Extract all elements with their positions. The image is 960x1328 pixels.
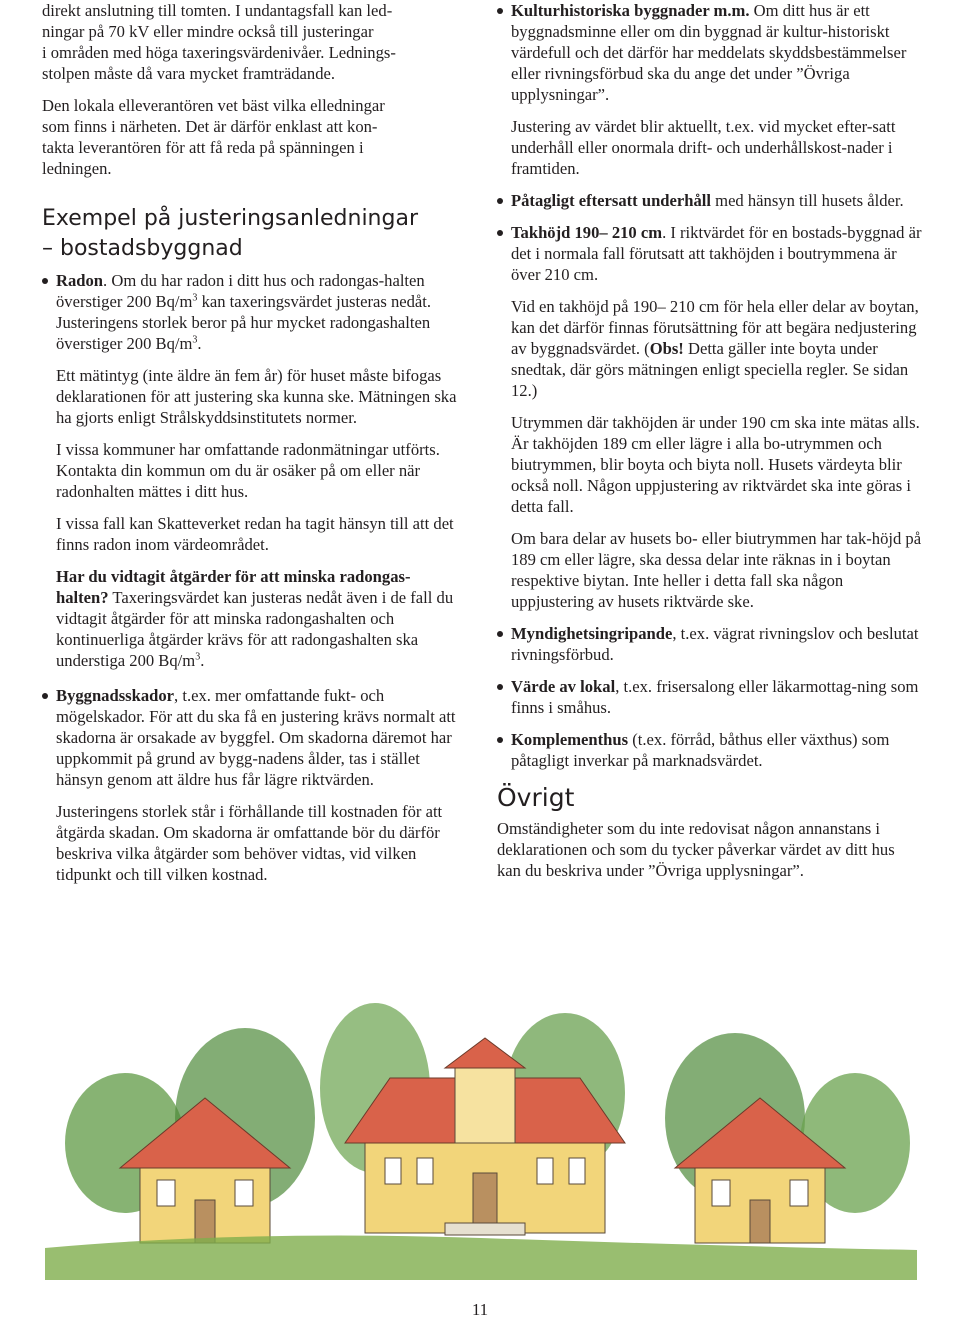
section-heading-exempel: Exempel på justeringsanledningar – bostadsbyggnad [42, 206, 418, 261]
radon-municipality-paragraph: I vissa kommuner har omfattande radonmätningar utförts. Kontakta din kommun om du är osäker på om eller när radonhalten mättes i ditt hus. [56, 440, 440, 501]
section-heading-ovrigt: Övrigt [497, 783, 575, 812]
takhojd-paragraph-3: Utrymmen där takhöjden är under 190 cm ska inte mätas alls. Är takhöjden 189 cm eller lägre i alla bo-utrymmen och biutrymmen, blir boyta och biyta noll. Husets värdeyta blir också noll. Någon uppjustering av riktvärdet ska inte göras i detta fall. [511, 413, 920, 516]
takhojd-paragraph-4: Om bara delar av husets bo- eller biutrymmen har tak-höjd på 189 cm eller lägre, ska dessa delar inte räknas in i boytan respektive biytan. Inte heller i detta fall ska någon uppjustering av husets riktvärde ske. [511, 529, 922, 611]
bullet-takhojd: Takhöjd 190– 210 cm. I riktvärdet för en bostads-byggnad är det i normala fall förutsatt att takhöjden i boutrymmena är över 210 cm. [497, 222, 922, 285]
ovrigt-paragraph: Omständigheter som du inte redovisat någon annanstans i deklarationen och som du tycker påverkar värdet av ditt hus kan du beskriva under ”Övriga upplysningar”. [497, 819, 895, 880]
bullet-underhall: Påtagligt eftersatt underhåll med hänsyn till husets ålder. [497, 190, 922, 211]
intro-paragraph: direkt anslutning till tomten. I undantagsfall kan led- ningar på 70 kV eller mindre också till justeringar i områden med höga taxeringsvärdenivåer. Lednings- stolpen måste då vara mycket framträdande. [42, 1, 396, 83]
radon-certificate-paragraph: Ett mätintyg (inte äldre än fem år) för huset måste bifogas deklarationen för att justering ska kunna ske. Mätningen ska ha gjorts enligt Strålskyddsinstitutets normer. [56, 366, 457, 427]
bullet-komplementhus: Komplementhus (t.ex. förråd, båthus eller växthus) som påtagligt inverkar på marknadsvärdet. [497, 729, 922, 771]
left-column [42, 0, 462, 896]
supplier-paragraph: Den lokala elleverantören vet bäst vilka elledningar som finns i närheten. Det är därför enklast att kon- takta leverantören för att få reda på spänningen i ledningen. [42, 96, 385, 178]
damage-cost-paragraph: Justeringens storlek står i förhållande till kostnaden för att åtgärda skadan. Om skadorna är omfattande bör du därför beskriva vilka åtgärder som behöver vidtas, vid vilken tidpunkt och till vilken kostnad. [56, 802, 443, 884]
bullet-varde-av-lokal: Värde av lokal, t.ex. frisersalong eller läkarmottag-ning som finns i småhus. [497, 676, 922, 718]
bullet-kulturhistoriska: Kulturhistoriska byggnader m.m. Om ditt hus är ett byggnadsminne eller om din byggnad är kultur-historiskt värdefull och det därför har meddelats skyddsbestämmelser eller rivningsförbud ska du ange det under ”Övriga upplysningar”. [497, 0, 922, 105]
manor-house-illustration [45, 968, 917, 1280]
value-adjustment-paragraph: Justering av värdet blir aktuellt, t.ex. vid mycket efter-satt underhåll eller onormala drift- och underhållskost-nader i framtiden. [511, 117, 896, 178]
page-number: 11 [471, 1300, 489, 1319]
takhojd-paragraph-2: Vid en takhöjd på 190– 210 cm för hela eller delar av boytan, kan det därför finnas förutsättning för att begära nedjustering av byggnadsvärdet. (Obs! Detta gäller inte boyta under snedtak, där görs mätningen enligt speciella regler. Se sidan 12.) [511, 297, 919, 400]
skatteverket-paragraph: I vissa fall kan Skatteverket redan ha tagit hänsyn till att det finns radon inom värdeområdet. [56, 514, 454, 554]
bullet-byggnadsskador: Byggnadsskador, t.ex. mer omfattande fukt- och mögelskador. För att du ska få en justering krävs normalt att skadorna är orsakade av byggfel. Om skadorna däremot har uppkommit på grund av bygg-nadens ålder, tas i stället hänsyn genom att äldre hus får lägre riktvärden. [42, 685, 462, 790]
bullet-radon: Radon. Om du har radon i ditt hus och radongas-halten överstiger 200 $Bq/m^3$ kan taxeringsvärdet justeras nedåt. Justeringens storlek beror på hur mycket radongashalten överstiger 200 $Bq/m^3$. [42, 270, 462, 354]
radon-measures-paragraph: Har du vidtagit åtgärder för att minska radongas-halten? Taxeringsvärdet kan justeras nedåt även i de fall du vidtagit åtgärder för att minska radongashalten och kontinuerliga åtgärder krävs för att radongashalten ska understiga 200 $Bq/m^3$. [56, 567, 454, 670]
right-column [497, 0, 922, 892]
bullet-myndighetsingripande: Myndighetsingripande, t.ex. vägrat rivningslov och beslutat rivningsförbud. [497, 623, 922, 665]
